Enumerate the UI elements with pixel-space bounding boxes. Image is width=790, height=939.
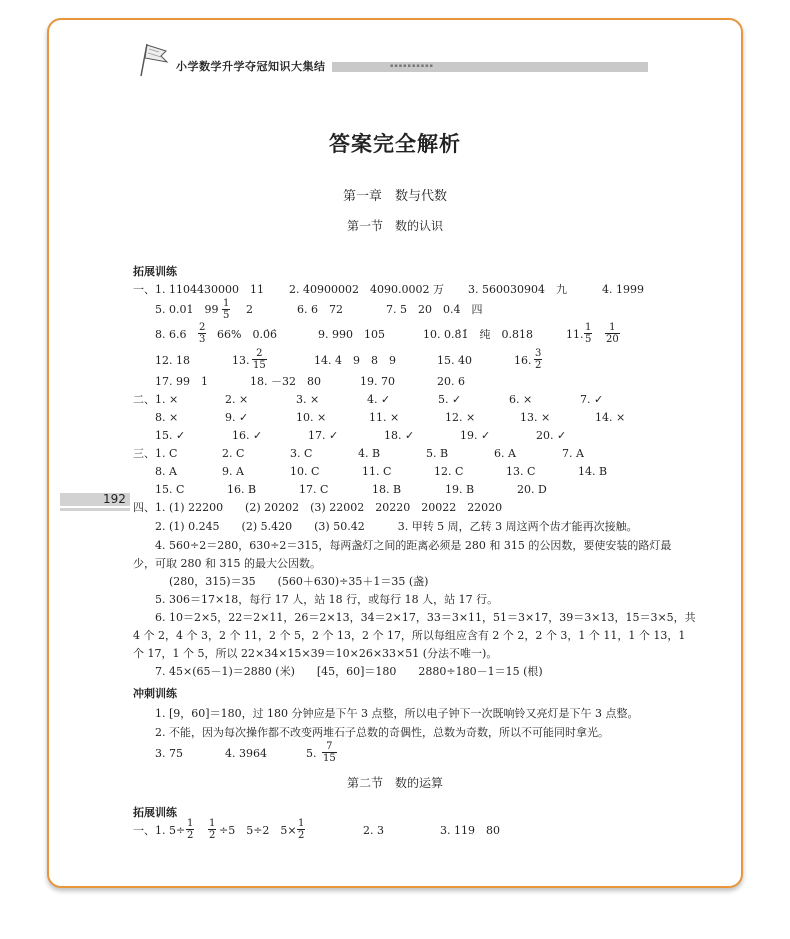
answer: 12. × (445, 411, 476, 424)
answer: 20. 6 (437, 375, 465, 388)
answer: 16. (514, 354, 532, 367)
answer: 15. ✓ (155, 429, 186, 442)
answer: 10. C (290, 465, 320, 478)
answer: 20. D (517, 483, 547, 496)
answer: 14. 4 9 8 9 (314, 354, 396, 367)
answer: 一、1. 1104430000 11 (133, 283, 264, 296)
answer: 66% 0.0̇6̇ (217, 328, 277, 341)
answer: 3. C (290, 447, 313, 460)
fraction: $\frac{3}{2}$ (535, 348, 542, 371)
answer: 2. × (225, 393, 249, 406)
answer: 18. －32 80 (250, 375, 321, 388)
answer: 15. 40 (437, 354, 472, 367)
answer: 16. ✓ (232, 429, 263, 442)
flag-icon (133, 42, 169, 78)
answer: 3. 119 80 (440, 824, 500, 837)
answer: 5. ✓ (438, 393, 462, 406)
answer-line: 4 个 2，4 个 3，2 个 11，2 个 5，2 个 13，2 个 17，所以每组应含有 2 个 2，2 个 3，1 个 11，1 个 13，1 (133, 629, 686, 642)
answer: 7. 5 20 0.4 四 (386, 303, 483, 316)
answer-line: 7. 45×(65－1)＝2880 (米) [45，60]＝180 2880÷180－1＝15 (根) (155, 665, 543, 678)
label-tuozhan-2: 拓展训练 (133, 806, 177, 819)
header-title: 小学数学升学夺冠知识大集结 (176, 58, 332, 74)
answer: 11. C (362, 465, 392, 478)
answer: 7. ✓ (580, 393, 604, 406)
answer: 8. 6.6 (155, 328, 187, 341)
answer-line: 1. [9，60]＝180，过 180 分钟应是下午 3 点整，所以电子钟下一次既响铃又亮灯是下午 3 点整。 (155, 707, 639, 720)
answer-line: 6. 10＝2×5，22＝2×11，26＝2×13，34＝2×17，33＝3×11，51＝3×17，39＝3×13，15＝3×5，共 (155, 611, 696, 624)
answer: 11. (566, 328, 584, 341)
answer: 20. ✓ (536, 429, 567, 442)
answer-line: (280，315)＝35 (560＋630)÷35＋1＝35 (盏) (169, 575, 429, 588)
answer: 12. C (434, 465, 464, 478)
answer: 13. C (506, 465, 536, 478)
answer: 10. × (296, 411, 327, 424)
answer-line: 2. 不能，因为每次操作都不改变两堆石子总数的奇偶性，总数为奇数，所以不可能同时拿光。 (155, 726, 609, 739)
answer: 8. × (155, 411, 179, 424)
answer: 17. ✓ (308, 429, 339, 442)
answer: 6. 6 72 (297, 303, 343, 316)
answer: 18. ✓ (384, 429, 415, 442)
fraction: $\frac{1}{20}$ (606, 322, 619, 345)
answer: 10. 0.8̇1̇ 纯 0.818 (423, 328, 533, 341)
answer: 9. A (222, 465, 244, 478)
answer: 9. 990 105 (318, 328, 385, 341)
label-chongci: 冲刺训练 (133, 687, 177, 700)
answer: 19. B (445, 483, 475, 496)
fraction: $\frac{2}{15}$ (253, 348, 266, 371)
fraction: $\frac{1}{5}$ (223, 298, 230, 321)
fraction: $\frac{2}{3}$ (199, 322, 206, 345)
answer-line: 5. 306＝17×18，每行 17 人，站 18 行，或每行 18 人，站 17 行。 (155, 593, 499, 606)
answer: 2 (246, 303, 253, 316)
answer: 一、1. 5÷ (133, 824, 186, 837)
answer: 19. ✓ (460, 429, 491, 442)
answer: 4. 3964 (225, 747, 267, 760)
answer: 16. B (227, 483, 257, 496)
answer: 7. A (562, 447, 584, 460)
answer: 5. 0.01 99 (155, 303, 219, 316)
answer: 5. B (426, 447, 449, 460)
section-title-1: 第一节 数的认识 (346, 219, 443, 233)
answer-line: 2. (1) 0.245 (2) 5.420 (3) 50.42 3. 甲转 5 周，乙转 3 周这两个齿才能再次接触。 (155, 520, 638, 533)
fraction: $\frac{1}{2}$ (298, 818, 305, 841)
answer: 8. A (155, 465, 177, 478)
fraction: $\frac{7}{15}$ (323, 741, 336, 764)
answer: 11. × (369, 411, 400, 424)
answer: 17. C (299, 483, 329, 496)
answer: 4. ✓ (367, 393, 391, 406)
page-number-bar-line (60, 508, 130, 511)
answer: 12. 18 (155, 354, 190, 367)
page-number: 192 (103, 492, 126, 506)
answer: 3. 75 (155, 747, 183, 760)
answer: 4. 1999 (602, 283, 644, 296)
answer: 2. C (222, 447, 245, 460)
answer: 6. A (494, 447, 516, 460)
answer: 18. B (372, 483, 402, 496)
fraction: $\frac{1}{5}$ (585, 322, 592, 345)
answer: 13. × (520, 411, 551, 424)
answer: 三、1. C (133, 447, 178, 460)
answer: 3. 560030904 九 (468, 283, 567, 296)
fraction: $\frac{1}{2}$ (209, 818, 216, 841)
header-dots: ▪▪▪▪▪▪▪▪▪▪ (390, 63, 434, 69)
answer: 5. (306, 747, 317, 760)
answer: 2. 3 (363, 824, 384, 837)
answer: 13. (232, 354, 250, 367)
answer: 2. 40900002 4090.0002 万 (289, 283, 444, 296)
answer: ÷5 5÷2 5× (219, 824, 297, 837)
answer: 4. B (358, 447, 381, 460)
answer: 17. 99 1 (155, 375, 208, 388)
fraction: $\frac{1}{2}$ (187, 818, 194, 841)
section-title-2: 第二节 数的运算 (346, 776, 443, 790)
chapter-title: 第一章 数与代数 (342, 189, 447, 204)
answer: 15. C (155, 483, 185, 496)
page-title: 答案完全解析 (329, 132, 461, 156)
label-tuozhan-1: 拓展训练 (133, 265, 177, 278)
answer-line: 四、1. (1) 22200 (2) 20202 (3) 22002 20220 20022 22020 (133, 501, 503, 514)
answer: 19. 70 (360, 375, 395, 388)
answer-line: 个 17，1 个 5，所以 22×34×15×39＝10×26×33×51 (分法不唯一)。 (133, 647, 498, 660)
answer: 6. × (509, 393, 533, 406)
answer: 14. B (578, 465, 608, 478)
answer: 3. × (296, 393, 320, 406)
answer: 二、1. × (133, 393, 179, 406)
answer-line: 少，可取 280 和 315 的最大公因数。 (133, 557, 321, 570)
answer-line: 4. 560÷2＝280，630÷2＝315，每两盏灯之间的距离必须是 280 和 315 的公因数，要使安装的路灯最 (155, 539, 672, 552)
answer: 9. ✓ (225, 411, 249, 424)
answer: 14. × (595, 411, 626, 424)
